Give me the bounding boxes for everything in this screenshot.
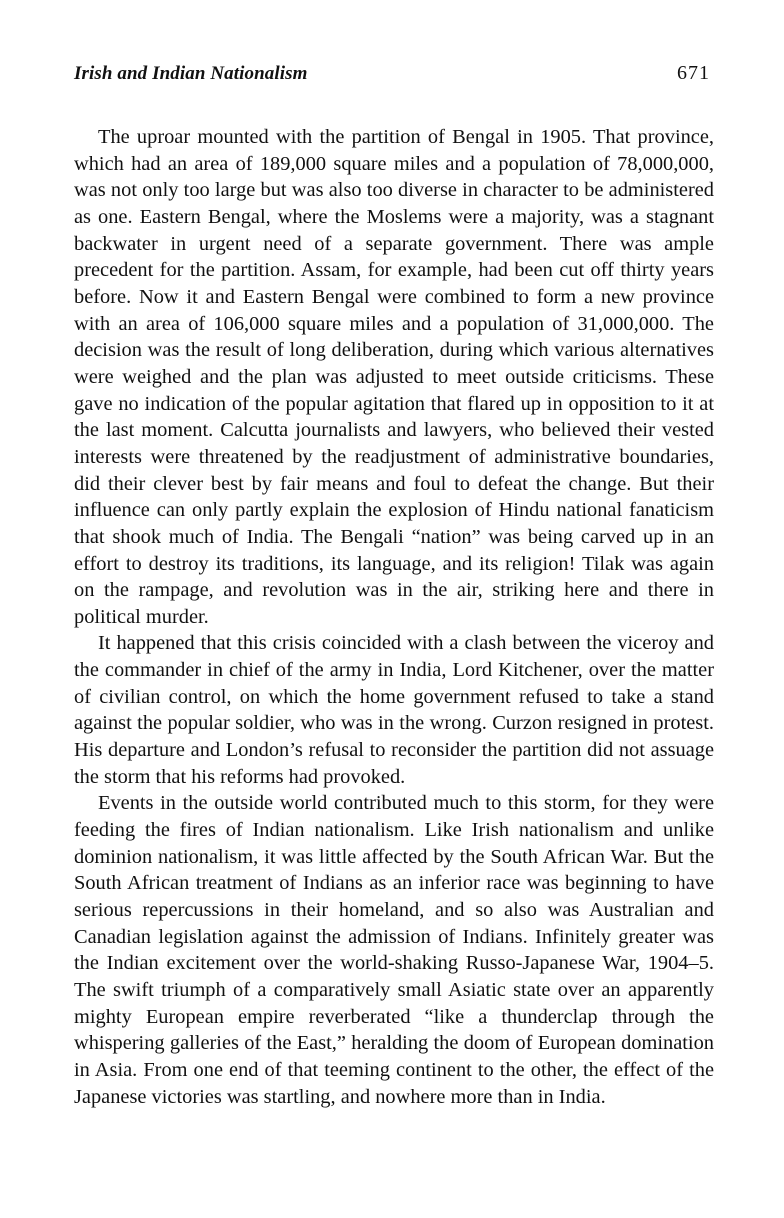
running-head	[74, 62, 714, 102]
paragraph-partition-of-bengal: The uproar mounted with the partition of Bengal in 1905. That province, which had an area of 189,000 square miles and a population of 78,000,000, was not only too large but was also too diverse in character to be administered as one. Eastern Bengal, where the Moslems were a majority, was a stagnant backwater in urgent need of a separate government. There was ample precedent for the partition. Assam, for example, had been cut off thirty years before. Now it and Eastern Bengal were combined to form a new province with an area of 106,000 square miles and a population of 31,000,000. The decision was the result of long deliberation, during which various alternatives were weighed and the plan was adjusted to meet outside criticisms. These gave no indication of the popular agitation that flared up in opposition to it at the last moment. Calcutta journalists and lawyers, who believed their vested interests were threatened by the readjustment of administrative boundaries, did their clever best by fair means and foul to defeat the change. But their influence can only partly explain the explosion of Hindu national fanaticism that shook much of India. The Bengali “nation” was being carved up in an effort to destroy its traditions, its language, and its religion! Tilak was again on the rampage, and revolution was in the air, striking here and there in political murder.	[74, 126, 714, 628]
paragraph-outside-events: Events in the outside world contributed much to this storm, for they were feeding the fires of Indian nationalism. Like Irish nationalism and unlike dominion nationalism, it was little affected by the South African War. But the South African treatment of Indians as an inferior race was beginning to have serious repercussions in their homeland, and so also was Australian and Canadian legislation against the admission of Indians. Infinitely greater was the Indian excitement over the world-shaking Russo-Japanese War, 1904–5. The swift triumph of a comparatively small Asiatic state over an apparently mighty European empire reverberated “like a thunderclap through the whispering galleries of the East,” heralding the doom of European domination in Asia. From one end of that teeming continent to the other, the effect of the Japanese victories was startling, and nowhere more than in India.	[74, 792, 714, 1108]
body-text	[74, 124, 714, 1110]
paragraph-curzon-resignation: It happened that this crisis coincided with a clash between the viceroy and the commander in chief of the army in India, Lord Kitchener, over the matter of civilian control, on which the home government refused to take a stand against the popular soldier, who was in the wrong. Curzon resigned in protest. His departure and London’s refusal to reconsider the partition did not assuage the storm that his reforms had provoked.	[74, 632, 714, 788]
running-title: Irish and Indian Nationalism	[74, 63, 308, 84]
page-number: 671	[677, 62, 710, 84]
book-page	[74, 62, 714, 1110]
